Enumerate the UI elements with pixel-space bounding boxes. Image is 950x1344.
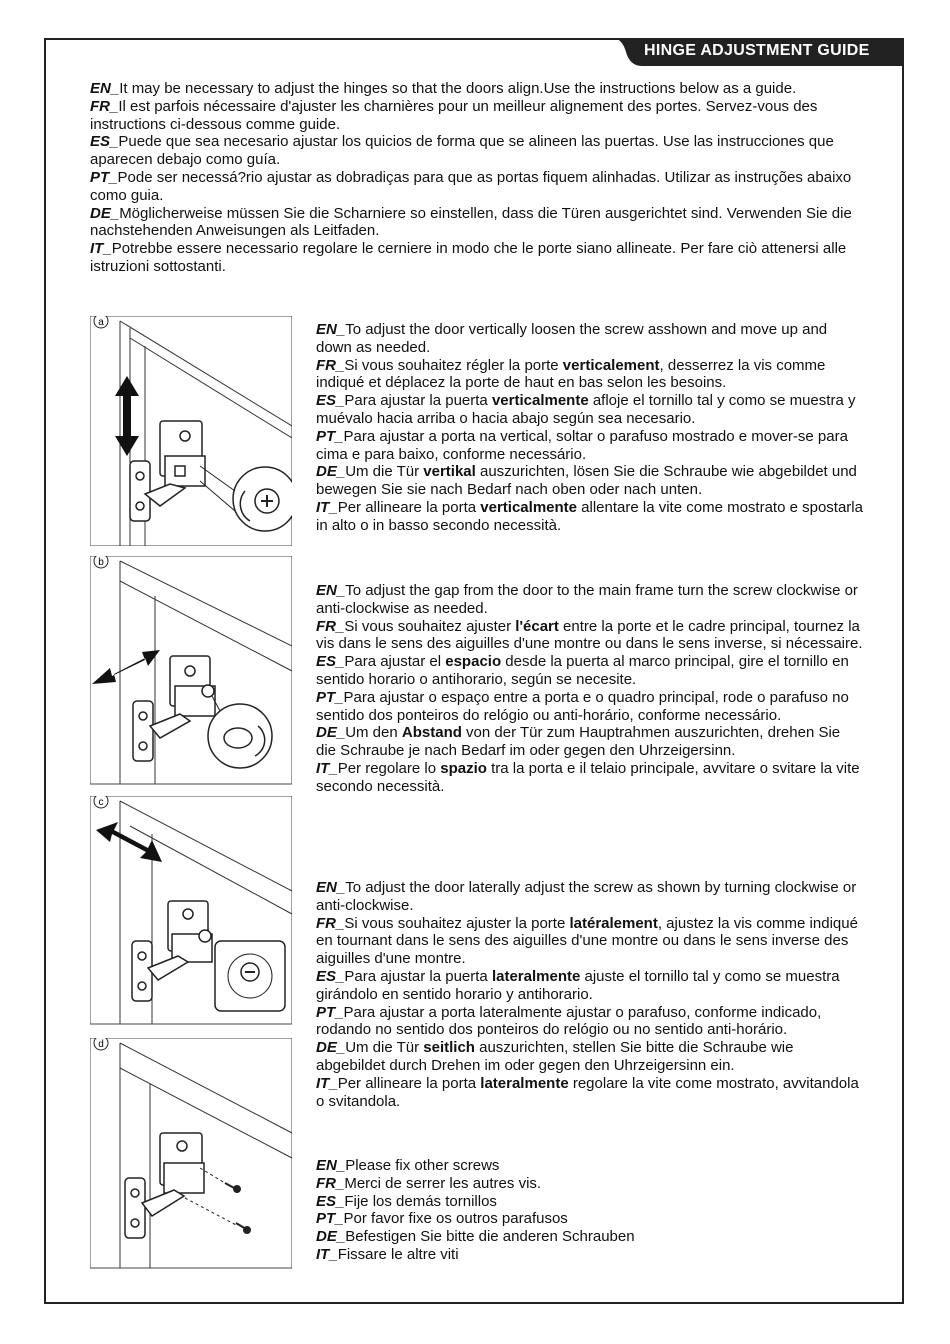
fix-pt: PT_Por favor fixe os outros parafusos (316, 1210, 568, 1228)
figure-a-vertical (90, 316, 292, 546)
figure-d-label: d (98, 1039, 104, 1050)
intro-de: DE_Möglicherweise müssen Sie die Scharniere so einstellen, dass die Türen ausgerichtet sind. Verwenden Sie die nachstehenden Anweisungen als Leitfaden. (90, 204, 852, 240)
lateral-pt: PT_Para ajustar a porta lateralmente ajustar o parafuso, conforme indicado, rodando no sentido dos ponteiros do relógio ou no sentido anti-horário. (316, 1003, 822, 1039)
instructions-lateral (316, 879, 864, 1110)
gap-it: IT_Per regolare lo spazio tra la porta e il telaio principale, avvitare o svitare la vite secondo necessità. (316, 759, 860, 795)
gap-es: ES_Para ajustar el espacio desde la puerta al marco principal, gire el tornillo en sentido horario o antihorario, según se necesite. (316, 653, 849, 688)
gap-de: DE_Um den Abstand von der Tür zum Hauptrahmen auszurichten, drehen Sie die Schraube je nach Bedarf im oder gegen den Uhrzeigersinn. (316, 724, 841, 760)
gap-pt: PT_Para ajustar o espaço entre a porta e o quadro principal, rode o parafuso no sentido dos ponteiros do relógio ou anti-horário, conforme necessário. (316, 688, 849, 724)
figure-b-label: b (98, 557, 104, 568)
page-title: HINGE ADJUSTMENT GUIDE (644, 42, 870, 59)
zoom-detail-b (208, 704, 272, 768)
hinge-b (133, 656, 215, 761)
figure-c-label: c (98, 797, 104, 808)
intro-pt: PT_Pode ser necessá?rio ajustar as dobradiças para que as portas fiquem alinhadas. Utilizar as instruções abaixo como guia. (90, 168, 852, 204)
fix-fr: FR_Merci de serrer les autres vis. (316, 1174, 542, 1192)
intro-it: IT_Potrebbe essere necessario regolare le cerniere in modo che le porte siano allineate. Per fare ciò attenersi alle istruzioni sottostanti. (90, 240, 847, 275)
zoom-detail-a (233, 467, 292, 531)
figure-d-fix-screws (90, 1038, 292, 1270)
instructions-gap (316, 582, 864, 796)
intro-fr: FR_Il est parfois nécessaire d'ajuster les charnières pour un meilleur alignement des portes. Servez-vous des instructions ci-dessous comme guide. (90, 97, 818, 133)
lateral-es: ES_Para ajustar la puerta lateralmente ajuste el tornillo tal y como se muestra girándolo en sentido horario y antihorario. (316, 967, 840, 1003)
fix-de: DE_Befestigen Sie bitte die anderen Schrauben (316, 1228, 635, 1246)
vertical-pt: PT_Para ajustar a porta na vertical, soltar o parafuso mostrado e mover-se para cima e para baixo, conforme necessário. (316, 427, 848, 463)
lateral-it: IT_Per allineare la porta lateralmente regolare la vite come mostrato, avvitandola o svitandola. (316, 1074, 859, 1110)
intro-es: ES_Puede que sea necesario ajustar los quicios de forma que se alineen las puertas. Use las instrucciones que aparecen debajo como guía. (90, 133, 834, 169)
intro-section (90, 80, 865, 276)
lateral-en: EN_To adjust the door laterally adjust the screw as shown by turning clockwise or anti-clockwise. (316, 879, 857, 914)
up-down-arrow-icon (115, 376, 139, 456)
lateral-fr: FR_Si vous souhaitez ajuster la porte latéralement, ajustez la vis comme indiqué en tournant dans le sens des aiguilles d'une montre ou dans le sens inverse des aiguilles d'une montre. (316, 914, 858, 968)
hinge-a (130, 421, 205, 521)
left-right-arrow-icon (92, 650, 160, 684)
diagonal-arrow-icon (96, 822, 162, 862)
screw-icon (236, 1223, 250, 1233)
instructions-vertical (316, 321, 864, 535)
zoom-detail-c (215, 941, 285, 1011)
lateral-de: DE_Um die Tür seitlich auszurichten, stellen Sie bitte die Schraube wie abgebildet durch Drehen im oder gegen den Uhrzeigersinn ein. (316, 1039, 794, 1074)
hinge-d (125, 1133, 204, 1238)
fix-es: ES_Fije los demás tornillos (316, 1192, 497, 1210)
screw-icon (225, 1183, 240, 1192)
hinge-c (132, 901, 212, 1001)
figure-c-lateral (90, 796, 292, 1026)
vertical-it: IT_Per allineare la porta verticalmente allentare la vite come mostrato e spostarla in alto o in basso secondo necessità. (316, 498, 863, 534)
instructions-fix-screws (316, 1157, 864, 1264)
gap-en: EN_To adjust the gap from the door to the main frame turn the screw clockwise or anti-clockwise as needed. (316, 582, 858, 617)
vertical-de: DE_Um die Tür vertikal auszurichten, lösen Sie die Schraube wie abgebildet und bewegen Sie sie nach Bedarf nach oben oder nach unten. (316, 463, 857, 499)
intro-en: EN_It may be necessary to adjust the hinges so that the doors align.Use the instructions below as a guide. (90, 80, 797, 97)
fix-en: EN_Please fix other screws (316, 1157, 500, 1174)
figure-a-label: a (98, 317, 104, 328)
vertical-es: ES_Para ajustar la puerta verticalmente afloje el tornillo tal y como se muestra y muévalo hacia arriba o hacia abajo según sea necesario. (316, 392, 856, 427)
vertical-en: EN_To adjust the door vertically loosen the screw asshown and move up and down as needed. (316, 321, 828, 356)
gap-fr: FR_Si vous souhaitez ajuster l'écart entre la porte et le cadre principal, tournez la vis dans le sens des aiguilles d'une montre ou dans le sens inverse, si nécessaire. (316, 617, 863, 653)
vertical-fr: FR_Si vous souhaitez régler la porte verticalement, desserrez la vis comme indiqué et déplacez la porte de haut en bas selon les besoins. (316, 356, 826, 392)
figure-b-gap (90, 556, 292, 786)
fix-it: IT_Fissare le altre viti (316, 1245, 459, 1263)
title-banner (612, 38, 904, 66)
